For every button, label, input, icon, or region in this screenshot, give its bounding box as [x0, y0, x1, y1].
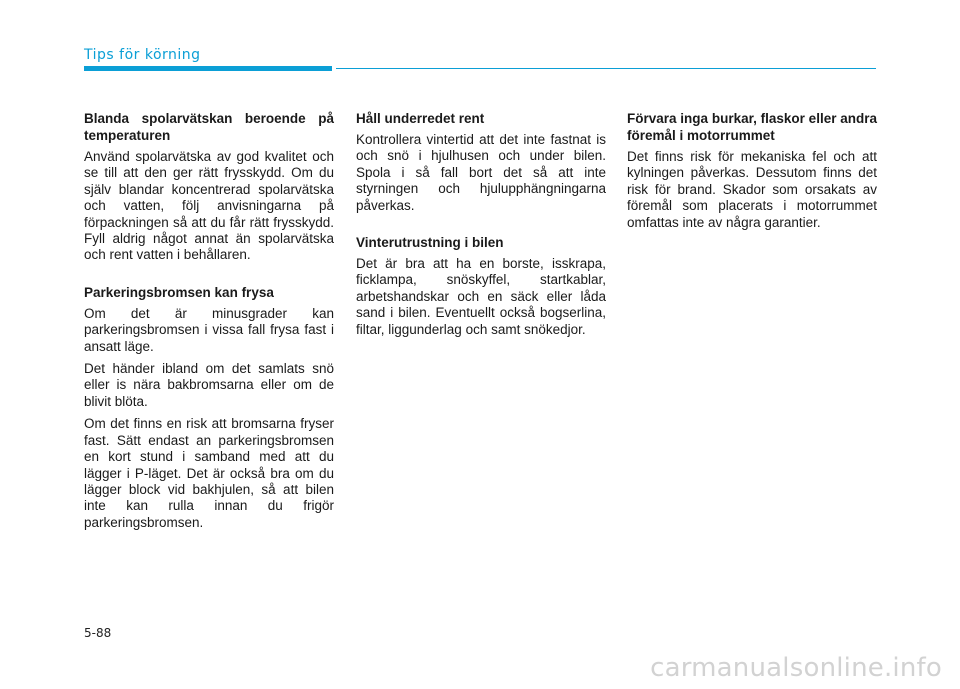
paragraph: Det händer ibland om det samlats snö eller is nära bakbromsarna eller om de blivit blöta. — [84, 361, 334, 409]
watermark: carmanualsonline.info — [650, 653, 942, 683]
section-heading-washer-fluid: Blanda spolarvätskan beroende på temperaturen — [84, 111, 334, 143]
section-heading-parking-brake: Parkeringsbromsen kan frysa — [84, 284, 274, 300]
paragraph: Det är bra att ha en borste, isskrapa, ficklampa, snöskyffel, startkablar, arbetshandskar och en säck eller låda sand i bilen. Eventuellt också bogserlina, filtar, liggunderlag och samt snökedjor. — [356, 256, 606, 337]
section-heading-engine-bay: Förvara inga burkar, flaskor eller andra föremål i motorrummet — [627, 111, 877, 143]
paragraph: Det finns risk för mekaniska fel och att kylningen påverkas. Dessutom finns det risk för brand. Skador som orsakats av föremål som placerats i motorrummet omfattas inte av några garantier. — [627, 149, 877, 230]
section-title: Tips för körning — [84, 47, 201, 63]
paragraph: Använd spolarvätska av god kvalitet och se till att den ger rätt frysskydd. Om du själv blandar koncentrerad spolarvätska och vatten, följ anvisningarna på förpackningen så att du får rätt frysskydd. Fyll aldrig något annat än spolarvätska och rent vatten i behållaren. — [84, 149, 334, 263]
header-rule — [336, 68, 876, 69]
paragraph: Kontrollera vintertid att det inte fastnat is och snö i hjulhusen och under bilen. Spola i så fall bort det så att inte styrningen och hjulupphängningarna påverkas. — [356, 132, 606, 213]
paragraph: Om det finns en risk att bromsarna fryser fast. Sätt endast an parkeringsbromsen en kort stund i samband med att du lägger i P-läget. Det är också bra om du lägger block vid bakhjulen, så att bilen inte kan rulla innan du frigör parkeringsbromsen. — [84, 416, 334, 530]
page-number: 5-88 — [84, 626, 112, 640]
paragraph: Om det är minusgrader kan parkeringsbromsen i vissa fall frysa fast i ansatt läge. — [84, 305, 334, 354]
text-column-3 — [627, 110, 877, 237]
section-heading-underbody: Håll underredet rent — [356, 111, 485, 126]
text-column-1 — [84, 110, 334, 537]
header-accent-bar — [84, 66, 332, 71]
section-heading-winter-equipment: Vinterutrustning i bilen — [356, 235, 504, 251]
text-column-2 — [356, 110, 606, 344]
